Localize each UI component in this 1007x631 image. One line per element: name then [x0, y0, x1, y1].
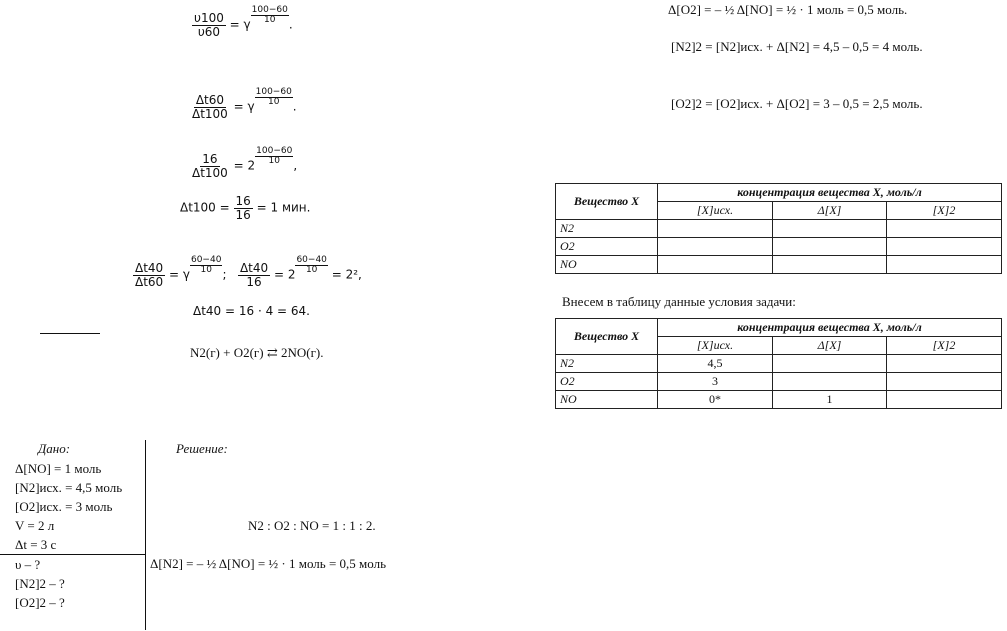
equation-dt40: $\frac{\Delta t40}{\Delta t60}$ = γ $\frac{60-40}{10}$ ; $\frac{\Delta t40}{16}$ = 2 $\frac{60-40}{10}$ = 2²,: [135, 255, 362, 289]
col-header-final: [X]2: [887, 202, 1002, 220]
eq5b-base: 2: [287, 267, 296, 282]
concentration-table-filled: [555, 318, 1002, 409]
eq2-den: Δt100: [192, 106, 228, 121]
separator-line: [40, 333, 100, 334]
table-cell: [658, 220, 773, 238]
eq5b-exp-num: 60−40: [296, 255, 327, 265]
eq5a-den: Δt60: [135, 274, 164, 289]
eq5b-rhs: = 2²,: [331, 267, 362, 282]
row-label: NO: [556, 256, 658, 274]
equation-substituted: $\frac{16}{\Delta t100}$ = 2 $\frac{100-60}{10}$ ,: [192, 146, 298, 180]
table-cell: [773, 220, 887, 238]
table-cell: [887, 391, 1002, 409]
eq3-base: 2: [247, 158, 256, 173]
table-cell: 1: [773, 391, 887, 409]
conc-header: концентрация вещества X, моль/л: [658, 184, 1002, 202]
eq5a-num: Δt40: [135, 261, 164, 275]
equation-time-ratio: $\frac{\Delta t60}{\Delta t100}$ = γ $\frac{100-60}{10}$ .: [192, 87, 297, 121]
col-header-initial: [X]исх.: [658, 337, 773, 355]
eq3-exp-den: 10: [268, 156, 280, 166]
row-label: N2: [556, 220, 658, 238]
given-item: [N2]исх. = 4,5 моль: [15, 480, 123, 495]
table-cell: [773, 256, 887, 274]
eq2-exp-num: 100−60: [255, 87, 292, 97]
equation-dt40-result: Δt40 = 16 · 4 = 64.: [193, 304, 310, 318]
reaction-equation: N2(г) + O2(г) ⇄ 2NO(г).: [190, 345, 324, 360]
eq3-num: 16: [202, 152, 218, 166]
eq1-base: γ: [243, 17, 251, 32]
table-cell: [658, 238, 773, 256]
n2-final-equation: [N2]2 = [N2]исх. + Δ[N2] = 4,5 – 0,5 = 4 моль.: [671, 39, 923, 54]
concentration-table-empty: [555, 183, 1002, 274]
row-label: NO: [556, 391, 658, 409]
eq5b-exp-den: 10: [305, 265, 318, 275]
conc-header: концентрация вещества X, моль/л: [658, 319, 1002, 337]
delta-o2-equation: Δ[O2] = – ½ Δ[NO] = ½ · 1 моль = 0,5 моль.: [668, 2, 908, 17]
eq1-num: υ100: [194, 11, 224, 25]
eq1-den: υ60: [197, 24, 221, 39]
eq1-exp-num: 100−60: [251, 5, 288, 15]
table-cell: [887, 355, 1002, 373]
eq4-lhs: Δt100 =: [180, 200, 230, 215]
table-cell: [773, 355, 887, 373]
stoichiometric-ratio: N2 : O2 : NO = 1 : 1 : 2.: [248, 518, 376, 533]
col-header-final: [X]2: [887, 337, 1002, 355]
eq4-num: 16: [235, 194, 251, 208]
table-cell: [887, 220, 1002, 238]
equation-rate-ratio: $\frac{\upsilon 100}{\upsilon 60}$ = γ $\frac{100-60}{10}$ .: [194, 5, 293, 39]
table-cell: [887, 238, 1002, 256]
eq3-exp-num: 100−60: [256, 146, 293, 156]
col-header-delta: Δ[X]: [773, 337, 887, 355]
find-item: υ – ?: [15, 557, 41, 572]
row-label: O2: [556, 238, 658, 256]
given-item: Δt = 3 с: [15, 537, 57, 552]
o2-final-equation: [O2]2 = [O2]исх. + Δ[O2] = 3 – 0,5 = 2,5 моль.: [671, 96, 923, 111]
eq2-base: γ: [247, 99, 255, 114]
col-header-delta: Δ[X]: [773, 202, 887, 220]
given-item: Δ[NO] = 1 моль: [15, 461, 102, 476]
eq5b-den: 16: [246, 274, 262, 289]
eq2-num: Δt60: [195, 93, 224, 107]
substance-header: Вещество X: [556, 319, 658, 355]
table-cell: 3: [658, 373, 773, 391]
row-label: N2: [556, 355, 658, 373]
eq4-den: 16: [235, 207, 251, 222]
substance-header: Вещество X: [556, 184, 658, 220]
table-cell: [773, 373, 887, 391]
find-list: [15, 555, 65, 612]
eq4-rhs: = 1 мин.: [256, 200, 311, 215]
eq2-exp-den: 10: [267, 97, 280, 107]
table-cell: [658, 256, 773, 274]
eq1-exp-den: 10: [264, 15, 276, 25]
eq5a-exp-num: 60−40: [190, 255, 222, 265]
table-cell: 4,5: [658, 355, 773, 373]
eq5b-num: Δt40: [239, 261, 269, 275]
delta-n2-equation: Δ[N2] = – ½ Δ[NO] = ½ · 1 моль = 0,5 моль: [150, 556, 386, 571]
given-list: [15, 459, 122, 554]
equation-dt100: [180, 195, 310, 221]
solution-title: Решение:: [176, 441, 228, 456]
find-item: [N2]2 – ?: [15, 576, 65, 591]
col-header-initial: [X]исх.: [658, 202, 773, 220]
eq5a-exp-den: 10: [200, 265, 212, 275]
vertical-divider: [145, 440, 146, 630]
table-cell: [773, 238, 887, 256]
given-title: Дано:: [38, 441, 71, 456]
table-cell: [887, 256, 1002, 274]
given-item: V = 2 л: [15, 518, 55, 533]
table-cell: [887, 373, 1002, 391]
table-cell: 0*: [658, 391, 773, 409]
table-caption: Внесем в таблицу данные условия задачи:: [562, 294, 796, 309]
eq5a-base: γ: [182, 267, 190, 282]
eq3-den: Δt100: [192, 165, 228, 180]
row-label: O2: [556, 373, 658, 391]
given-item: [O2]исх. = 3 моль: [15, 499, 113, 514]
find-item: [O2]2 – ?: [15, 595, 65, 610]
